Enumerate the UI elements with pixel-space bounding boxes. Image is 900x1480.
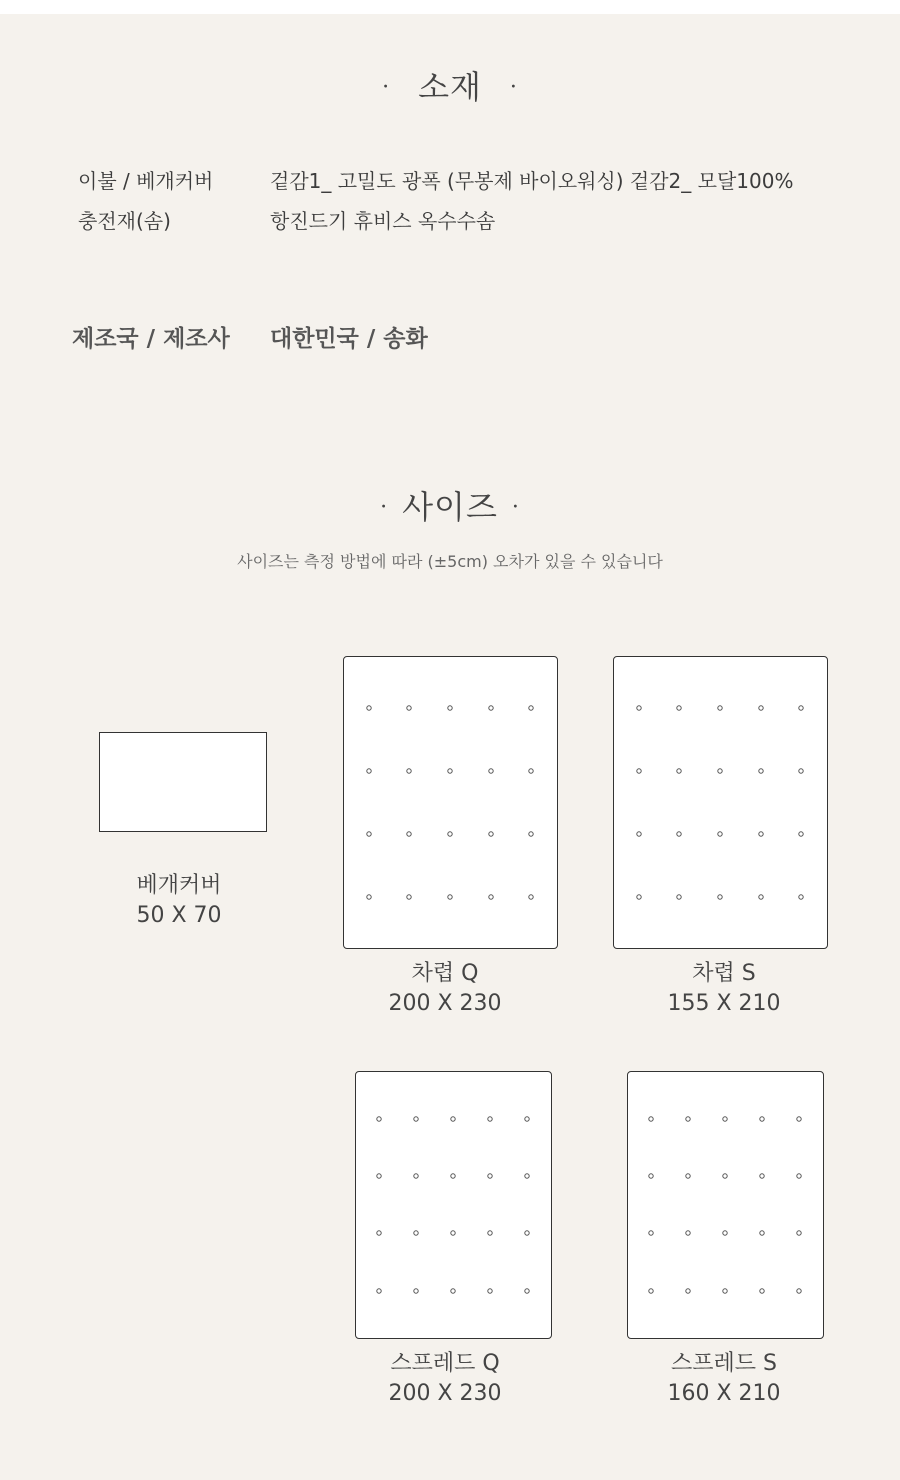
maker-label: 제조국 / 제조사 — [72, 326, 230, 352]
quilt-stitch-dot — [525, 1117, 529, 1121]
quilt-stitch-dot — [377, 1289, 381, 1293]
quilt-stitch-dot — [649, 1231, 653, 1235]
size-name: 차렵 S — [692, 961, 756, 986]
quilt-stitch-dot — [799, 832, 803, 836]
quilt-stitch-dot — [718, 769, 722, 773]
size-title-text: 사이즈 — [402, 488, 498, 526]
size-name: 스프레드 Q — [390, 1351, 500, 1376]
quilt-stitch-dot — [677, 706, 681, 710]
quilt-stitch-dot — [529, 769, 533, 773]
quilt-stitch-dot — [377, 1231, 381, 1235]
size-caption-spread-q — [345, 1349, 545, 1409]
material-label: 이불 / 베개커버 — [78, 169, 214, 193]
quilt-stitch-dot — [414, 1174, 418, 1178]
material-value: 겉감1_ 고밀도 광폭 (무봉제 바이오워싱) 겉감2_ 모달100% — [270, 169, 794, 193]
size-dims: 50 X 70 — [136, 903, 222, 928]
quilt-stitch-dot — [686, 1289, 690, 1293]
quilt-stitch-dot — [377, 1174, 381, 1178]
quilt-q-diagram — [343, 656, 558, 949]
quilt-stitch-dot — [759, 895, 763, 899]
quilt-stitch-dot — [367, 895, 371, 899]
quilt-stitch-dot — [451, 1231, 455, 1235]
size-caption-quilt-q — [345, 959, 545, 1019]
quilt-stitch-dot — [367, 769, 371, 773]
pillow-cover-diagram — [99, 732, 267, 832]
quilt-stitch-dot — [489, 832, 493, 836]
quilt-stitch-dot — [677, 895, 681, 899]
title-dot-right: · — [511, 495, 520, 520]
quilt-stitch-dot — [759, 769, 763, 773]
quilt-stitch-dot — [377, 1117, 381, 1121]
quilt-stitch-dot — [637, 832, 641, 836]
title-dot-left: · — [380, 495, 389, 520]
quilt-stitch-pattern — [628, 1072, 823, 1338]
quilt-stitch-dot — [677, 769, 681, 773]
quilt-stitch-dot — [637, 895, 641, 899]
quilt-stitch-dot — [529, 706, 533, 710]
quilt-stitch-dot — [759, 706, 763, 710]
quilt-stitch-dot — [799, 706, 803, 710]
quilt-stitch-dot — [407, 895, 411, 899]
quilt-stitch-dot — [686, 1174, 690, 1178]
size-tolerance-note: 사이즈는 측정 방법에 따라 (±5cm) 오차가 있을 수 있습니다 — [237, 552, 663, 571]
quilt-stitch-dot — [718, 832, 722, 836]
quilt-stitch-dot — [414, 1231, 418, 1235]
quilt-stitch-dot — [489, 769, 493, 773]
quilt-stitch-dot — [686, 1231, 690, 1235]
quilt-stitch-dot — [723, 1117, 727, 1121]
spread-q-diagram — [355, 1071, 552, 1339]
material-section-title — [0, 62, 900, 108]
quilt-stitch-dot — [760, 1117, 764, 1121]
quilt-stitch-dot — [760, 1289, 764, 1293]
quilt-stitch-dot — [637, 706, 641, 710]
size-caption-spread-s — [624, 1349, 824, 1409]
quilt-stitch-dot — [529, 832, 533, 836]
size-name: 차렵 Q — [411, 961, 479, 986]
quilt-stitch-dot — [367, 706, 371, 710]
quilt-stitch-dot — [637, 769, 641, 773]
quilt-stitch-dot — [451, 1117, 455, 1121]
quilt-stitch-dot — [448, 706, 452, 710]
quilt-stitch-dot — [525, 1289, 529, 1293]
size-section-title — [0, 482, 900, 528]
quilt-stitch-dot — [797, 1289, 801, 1293]
maker-value: 대한민국 / 송화 — [270, 326, 428, 352]
quilt-stitch-dot — [760, 1174, 764, 1178]
quilt-stitch-dot — [723, 1174, 727, 1178]
quilt-stitch-pattern — [356, 1072, 551, 1338]
quilt-stitch-dot — [407, 769, 411, 773]
quilt-stitch-pattern — [344, 657, 557, 948]
quilt-stitch-dot — [489, 895, 493, 899]
quilt-stitch-dot — [488, 1231, 492, 1235]
quilt-stitch-dot — [797, 1231, 801, 1235]
quilt-stitch-dot — [448, 895, 452, 899]
quilt-stitch-dot — [488, 1174, 492, 1178]
size-name: 베개커버 — [136, 873, 222, 898]
quilt-stitch-dot — [686, 1117, 690, 1121]
quilt-stitch-dot — [529, 895, 533, 899]
quilt-stitch-dot — [525, 1174, 529, 1178]
title-dot-left: · — [382, 75, 391, 100]
top-strip — [0, 0, 900, 14]
quilt-stitch-dot — [451, 1289, 455, 1293]
quilt-stitch-dot — [414, 1289, 418, 1293]
quilt-stitch-dot — [414, 1117, 418, 1121]
quilt-stitch-dot — [799, 769, 803, 773]
maker-row — [72, 320, 428, 353]
size-dims: 200 X 230 — [388, 991, 502, 1016]
quilt-s-diagram — [613, 656, 828, 949]
spread-s-diagram — [627, 1071, 824, 1339]
size-name: 스프레드 S — [671, 1351, 777, 1376]
quilt-stitch-dot — [448, 769, 452, 773]
size-caption-pillow — [79, 871, 279, 931]
quilt-stitch-dot — [407, 832, 411, 836]
quilt-stitch-dot — [488, 1117, 492, 1121]
material-label: 충전재(솜) — [78, 209, 171, 233]
quilt-stitch-dot — [525, 1231, 529, 1235]
quilt-stitch-dot — [760, 1231, 764, 1235]
quilt-stitch-dot — [448, 832, 452, 836]
quilt-stitch-dot — [799, 895, 803, 899]
quilt-stitch-dot — [723, 1231, 727, 1235]
size-dims: 155 X 210 — [667, 991, 781, 1016]
quilt-stitch-dot — [407, 706, 411, 710]
quilt-stitch-dot — [759, 832, 763, 836]
size-dims: 200 X 230 — [388, 1381, 502, 1406]
title-dot-right: · — [509, 75, 518, 100]
quilt-stitch-dot — [797, 1117, 801, 1121]
quilt-stitch-dot — [718, 895, 722, 899]
quilt-stitch-pattern — [614, 657, 827, 948]
quilt-stitch-dot — [649, 1174, 653, 1178]
quilt-stitch-dot — [797, 1174, 801, 1178]
quilt-stitch-dot — [723, 1289, 727, 1293]
quilt-stitch-dot — [488, 1289, 492, 1293]
quilt-stitch-dot — [649, 1117, 653, 1121]
size-caption-quilt-s — [624, 959, 824, 1019]
quilt-stitch-dot — [718, 706, 722, 710]
quilt-stitch-dot — [451, 1174, 455, 1178]
material-value: 항진드기 휴비스 옥수수솜 — [270, 209, 496, 233]
quilt-stitch-dot — [677, 832, 681, 836]
size-dims: 160 X 210 — [667, 1381, 781, 1406]
quilt-stitch-dot — [489, 706, 493, 710]
quilt-stitch-dot — [649, 1289, 653, 1293]
quilt-stitch-dot — [367, 832, 371, 836]
material-title-text: 소재 — [418, 68, 482, 106]
